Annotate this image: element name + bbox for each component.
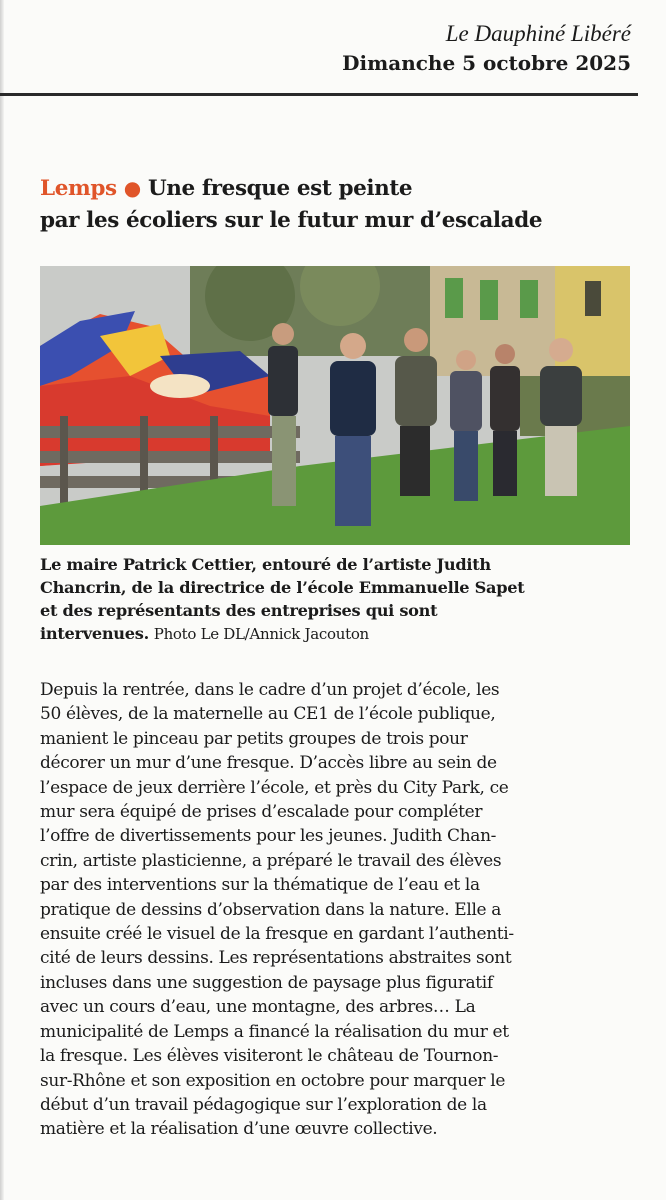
body-line: cité de leurs dessins. Les représentations abstraites sont xyxy=(40,948,512,969)
publication-date: Dimanche 5 octobre 2025 xyxy=(342,51,631,75)
body-line: avec un cours d’eau, une montagne, des arbres… La xyxy=(40,997,476,1018)
body-line: municipalité de Lemps a financé la réalisation du mur et xyxy=(40,1021,509,1042)
body-line: décorer un mur d’une fresque. D’accès libre au sein de xyxy=(40,753,497,774)
scan-edge-shadow xyxy=(0,0,4,1200)
body-line: Depuis la rentrée, dans le cadre d’un projet d’école, les xyxy=(40,680,500,700)
body-line: 50 élèves, de la maternelle au CE1 de l’école publique, xyxy=(40,704,496,725)
headline-line-1: Une fresque est peinte xyxy=(147,176,413,201)
body-line: début d’un travail pédagogique sur l’exploration de la xyxy=(40,1094,487,1115)
body-line: sur-Rhône et son exposition en octobre pour marquer le xyxy=(40,1070,506,1091)
body-line: par des interventions sur la thématique de l’eau et la xyxy=(40,875,480,896)
body-line: la fresque. Les élèves visiteront le château de Tournon- xyxy=(40,1046,499,1067)
newspaper-name: Le Dauphiné Libéré xyxy=(445,21,631,46)
body-line: l’espace de jeux derrière l’école, et près du City Park, ce xyxy=(40,777,509,798)
body-line: matière et la réalisation d’une œuvre collective. xyxy=(40,1119,438,1140)
headline-line-2: par les écoliers sur le futur mur d’escalade xyxy=(40,208,543,233)
caption-line: intervenues. xyxy=(40,624,149,643)
kicker-bullet: ● xyxy=(123,176,141,200)
location-kicker: Lemps xyxy=(40,176,117,201)
article-body xyxy=(40,678,636,1142)
caption-line: et des représentants des entreprises qui sont xyxy=(40,601,438,620)
body-line: incluses dans une suggestion de paysage plus figuratif xyxy=(40,972,493,993)
group-photo xyxy=(40,266,630,545)
body-line: crin, artiste plasticienne, a préparé le travail des élèves xyxy=(40,850,502,871)
body-line: mur sera équipé de prises d’escalade pour compléter xyxy=(40,802,483,823)
article-headline xyxy=(40,172,640,237)
masthead xyxy=(342,20,631,78)
caption-line: Le maire Patrick Cettier, entouré de l’artiste Judith xyxy=(40,555,491,574)
body-line: manient le pinceau par petits groupes de trois pour xyxy=(40,728,468,749)
photo-credit: Photo Le DL/Annick Jacouton xyxy=(153,625,369,643)
body-line: ensuite créé le visuel de la fresque en gardant l’authenti- xyxy=(40,924,514,945)
body-line: pratique de dessins d’observation dans la nature. Elle a xyxy=(40,899,502,920)
body-line: l’offre de divertissements pour les jeunes. Judith Chan- xyxy=(40,826,497,847)
photo-caption xyxy=(40,553,630,646)
masthead-rule xyxy=(0,93,638,96)
caption-line: Chancrin, de la directrice de l’école Emmanuelle Sapet xyxy=(40,578,525,597)
